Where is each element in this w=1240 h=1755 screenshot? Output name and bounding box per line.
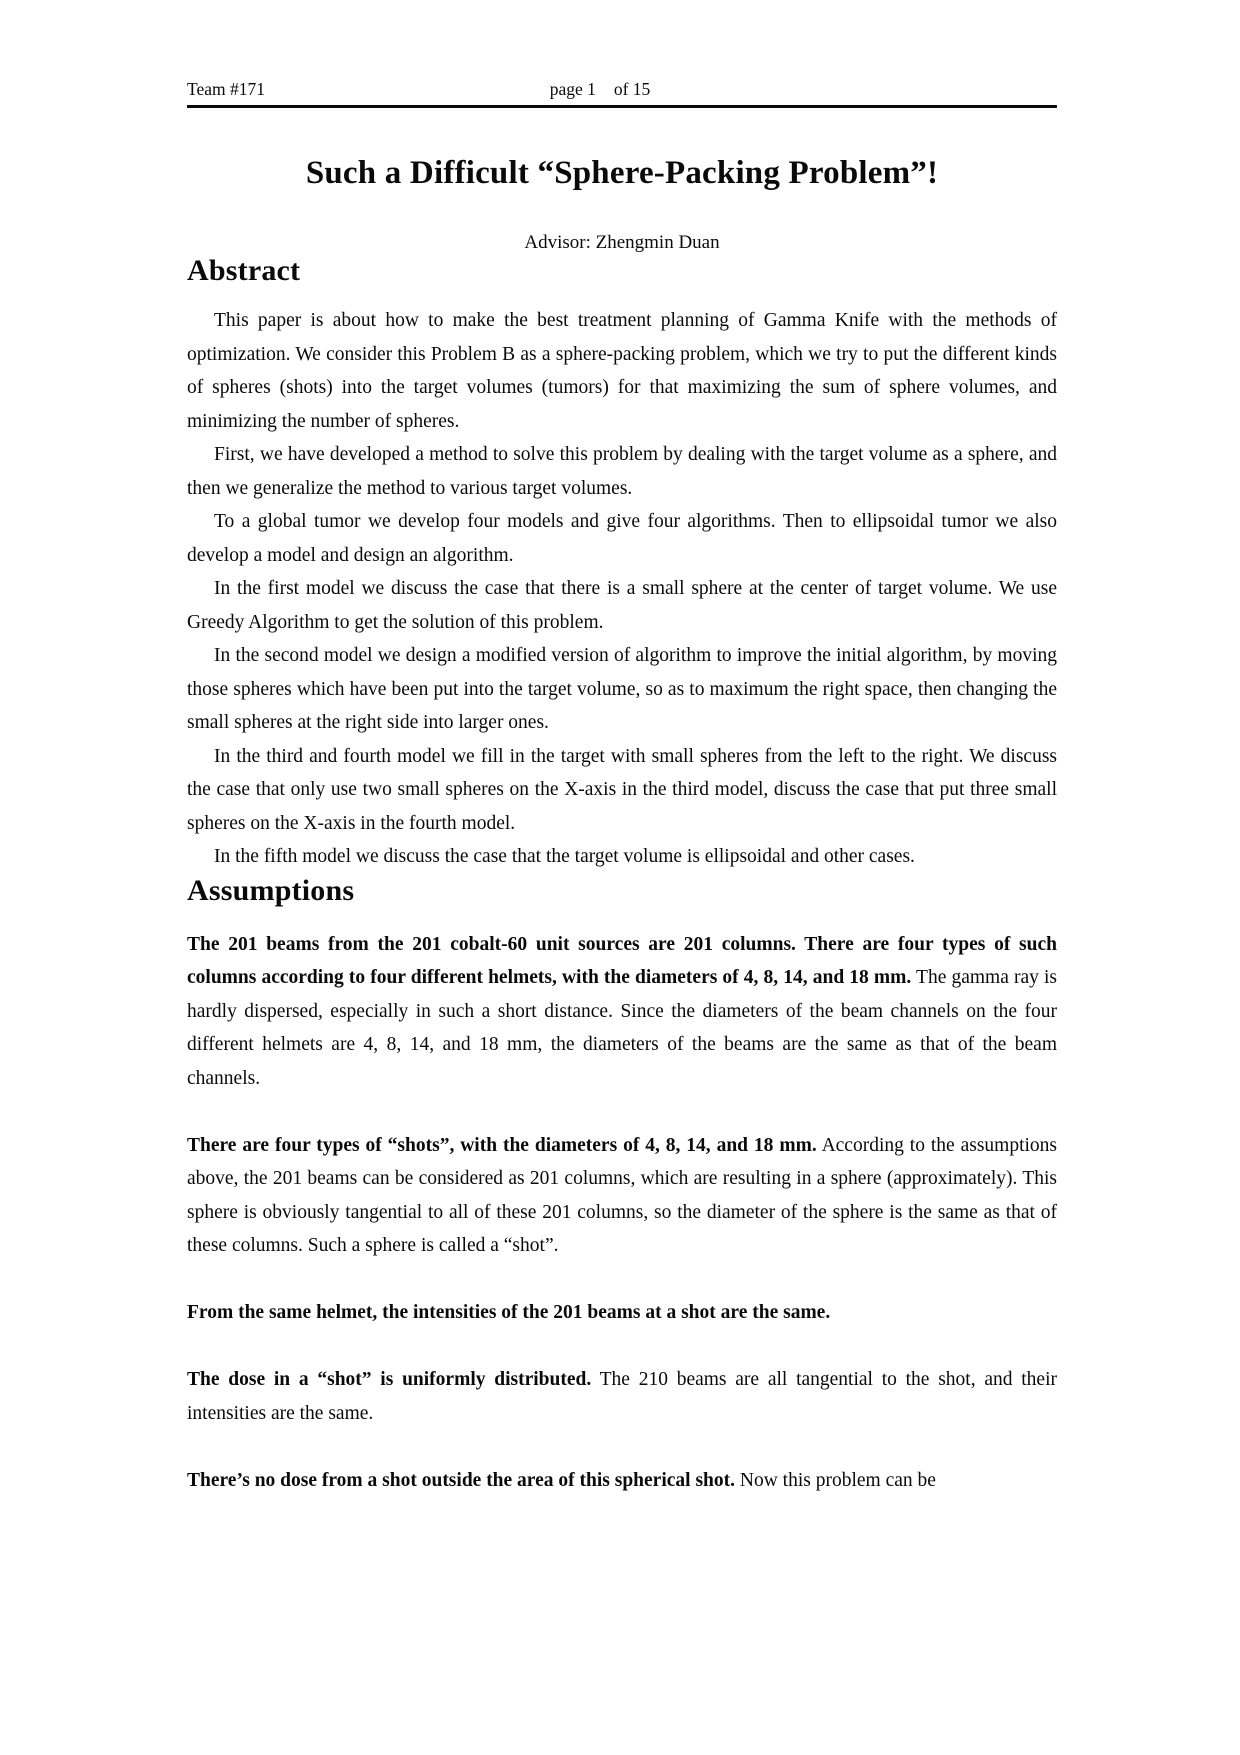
advisor-line: Advisor: Zhengmin Duan — [524, 232, 720, 254]
assumption-bold-lead: From the same helmet, the intensities of the 201 beams at a shot are the same. — [187, 1302, 831, 1324]
assumption-text: The gamma ray is hardly dispersed, especially in such a short distance. Since the diameters of the beam channels on the four different helmets are 4, 8, 14, and 18 mm, the diameters of the beams are the same as that of the beam channels. — [187, 967, 1057, 1089]
assumption-paragraph — [187, 1129, 1057, 1263]
assumption-paragraph — [187, 1363, 1057, 1430]
assumption-paragraph — [187, 1296, 1057, 1330]
paper-title: Such a Difficult “Sphere-Packing Problem”! — [305, 155, 939, 191]
header-team-label: Team #171 — [187, 79, 265, 99]
abstract-paragraph: This paper is about how to make the best treatment planning of Gamma Knife with the methods of optimization. We consider this Problem B as a sphere-packing problem, which we try to put the different kinds of spheres (shots) into the target volumes (tumors) for that maximizing the sum of sphere volumes, and minimizing the number of spheres. — [187, 310, 1057, 432]
assumption-text: Now this problem can be — [739, 1469, 936, 1491]
abstract-paragraph: In the second model we design a modified version of algorithm to improve the initial algorithm, by moving those spheres which have been put into the target volume, so as to maximum the right space, then changing the small spheres at the right side into larger ones. — [187, 645, 1057, 734]
assumption-text: The 210 beams are all tangential to the shot, and their intensities are the same. — [187, 1369, 1057, 1424]
abstract-paragraph: In the first model we discuss the case that there is a small sphere at the center of target volume. We use Greedy Algorithm to get the solution of this problem. — [187, 578, 1057, 633]
assumption-paragraph — [187, 1464, 1057, 1498]
abstract-paragraph: In the third and fourth model we fill in the target with small spheres from the left to the right. We discuss the case that only use two small spheres on the X-axis in the third model, discuss the case that put three small spheres on the X-axis in the fourth model. — [187, 745, 1057, 834]
header-page-number — [165, 78, 1035, 100]
assumptions-heading: Assumptions — [187, 873, 355, 907]
abstract-body — [187, 304, 1057, 874]
abstract-paragraph: In the fifth model we discuss the case that the target volume is ellipsoidal and other cases. — [214, 846, 915, 868]
assumption-bold-lead: The dose in a “shot” is uniformly distributed. — [187, 1369, 592, 1391]
assumption-bold-lead: There’s no dose from a shot outside the area of this spherical shot. — [187, 1469, 735, 1491]
assumption-bold-lead: The 201 beams from the 201 cobalt-60 unit sources are 201 columns. There are four types of such columns according to four different helmets, with the diameters of 4, 8, 14, and 18 mm. — [187, 933, 1057, 989]
abstract-paragraph: First, we have developed a method to solve this problem by dealing with the target volume as a sphere, and then we generalize the method to various target volumes. — [187, 444, 1057, 499]
assumption-text: According to the assumptions above, the 201 beams can be considered as 201 columns, which are resulting in a sphere (approximately). This sphere is obviously tangential to all of these 201 columns, so the diameter of the sphere is the same as that of these columns. Such a sphere is called a “shot”. — [187, 1134, 1058, 1257]
header-of-label: of 15 — [613, 79, 651, 99]
abstract-paragraph: To a global tumor we develop four models and give four algorithms. Then to ellipsoidal tumor we also develop a model and design an algorithm. — [187, 511, 1057, 566]
assumption-bold-lead: There are four types of “shots”, with the diameters of 4, 8, 14, and 18 mm. — [187, 1134, 817, 1156]
assumptions-body — [187, 928, 1057, 1498]
assumption-paragraph — [187, 928, 1057, 1096]
header-page-label: page 1 — [549, 79, 596, 99]
abstract-heading: Abstract — [187, 254, 301, 288]
page-header — [187, 78, 1057, 108]
